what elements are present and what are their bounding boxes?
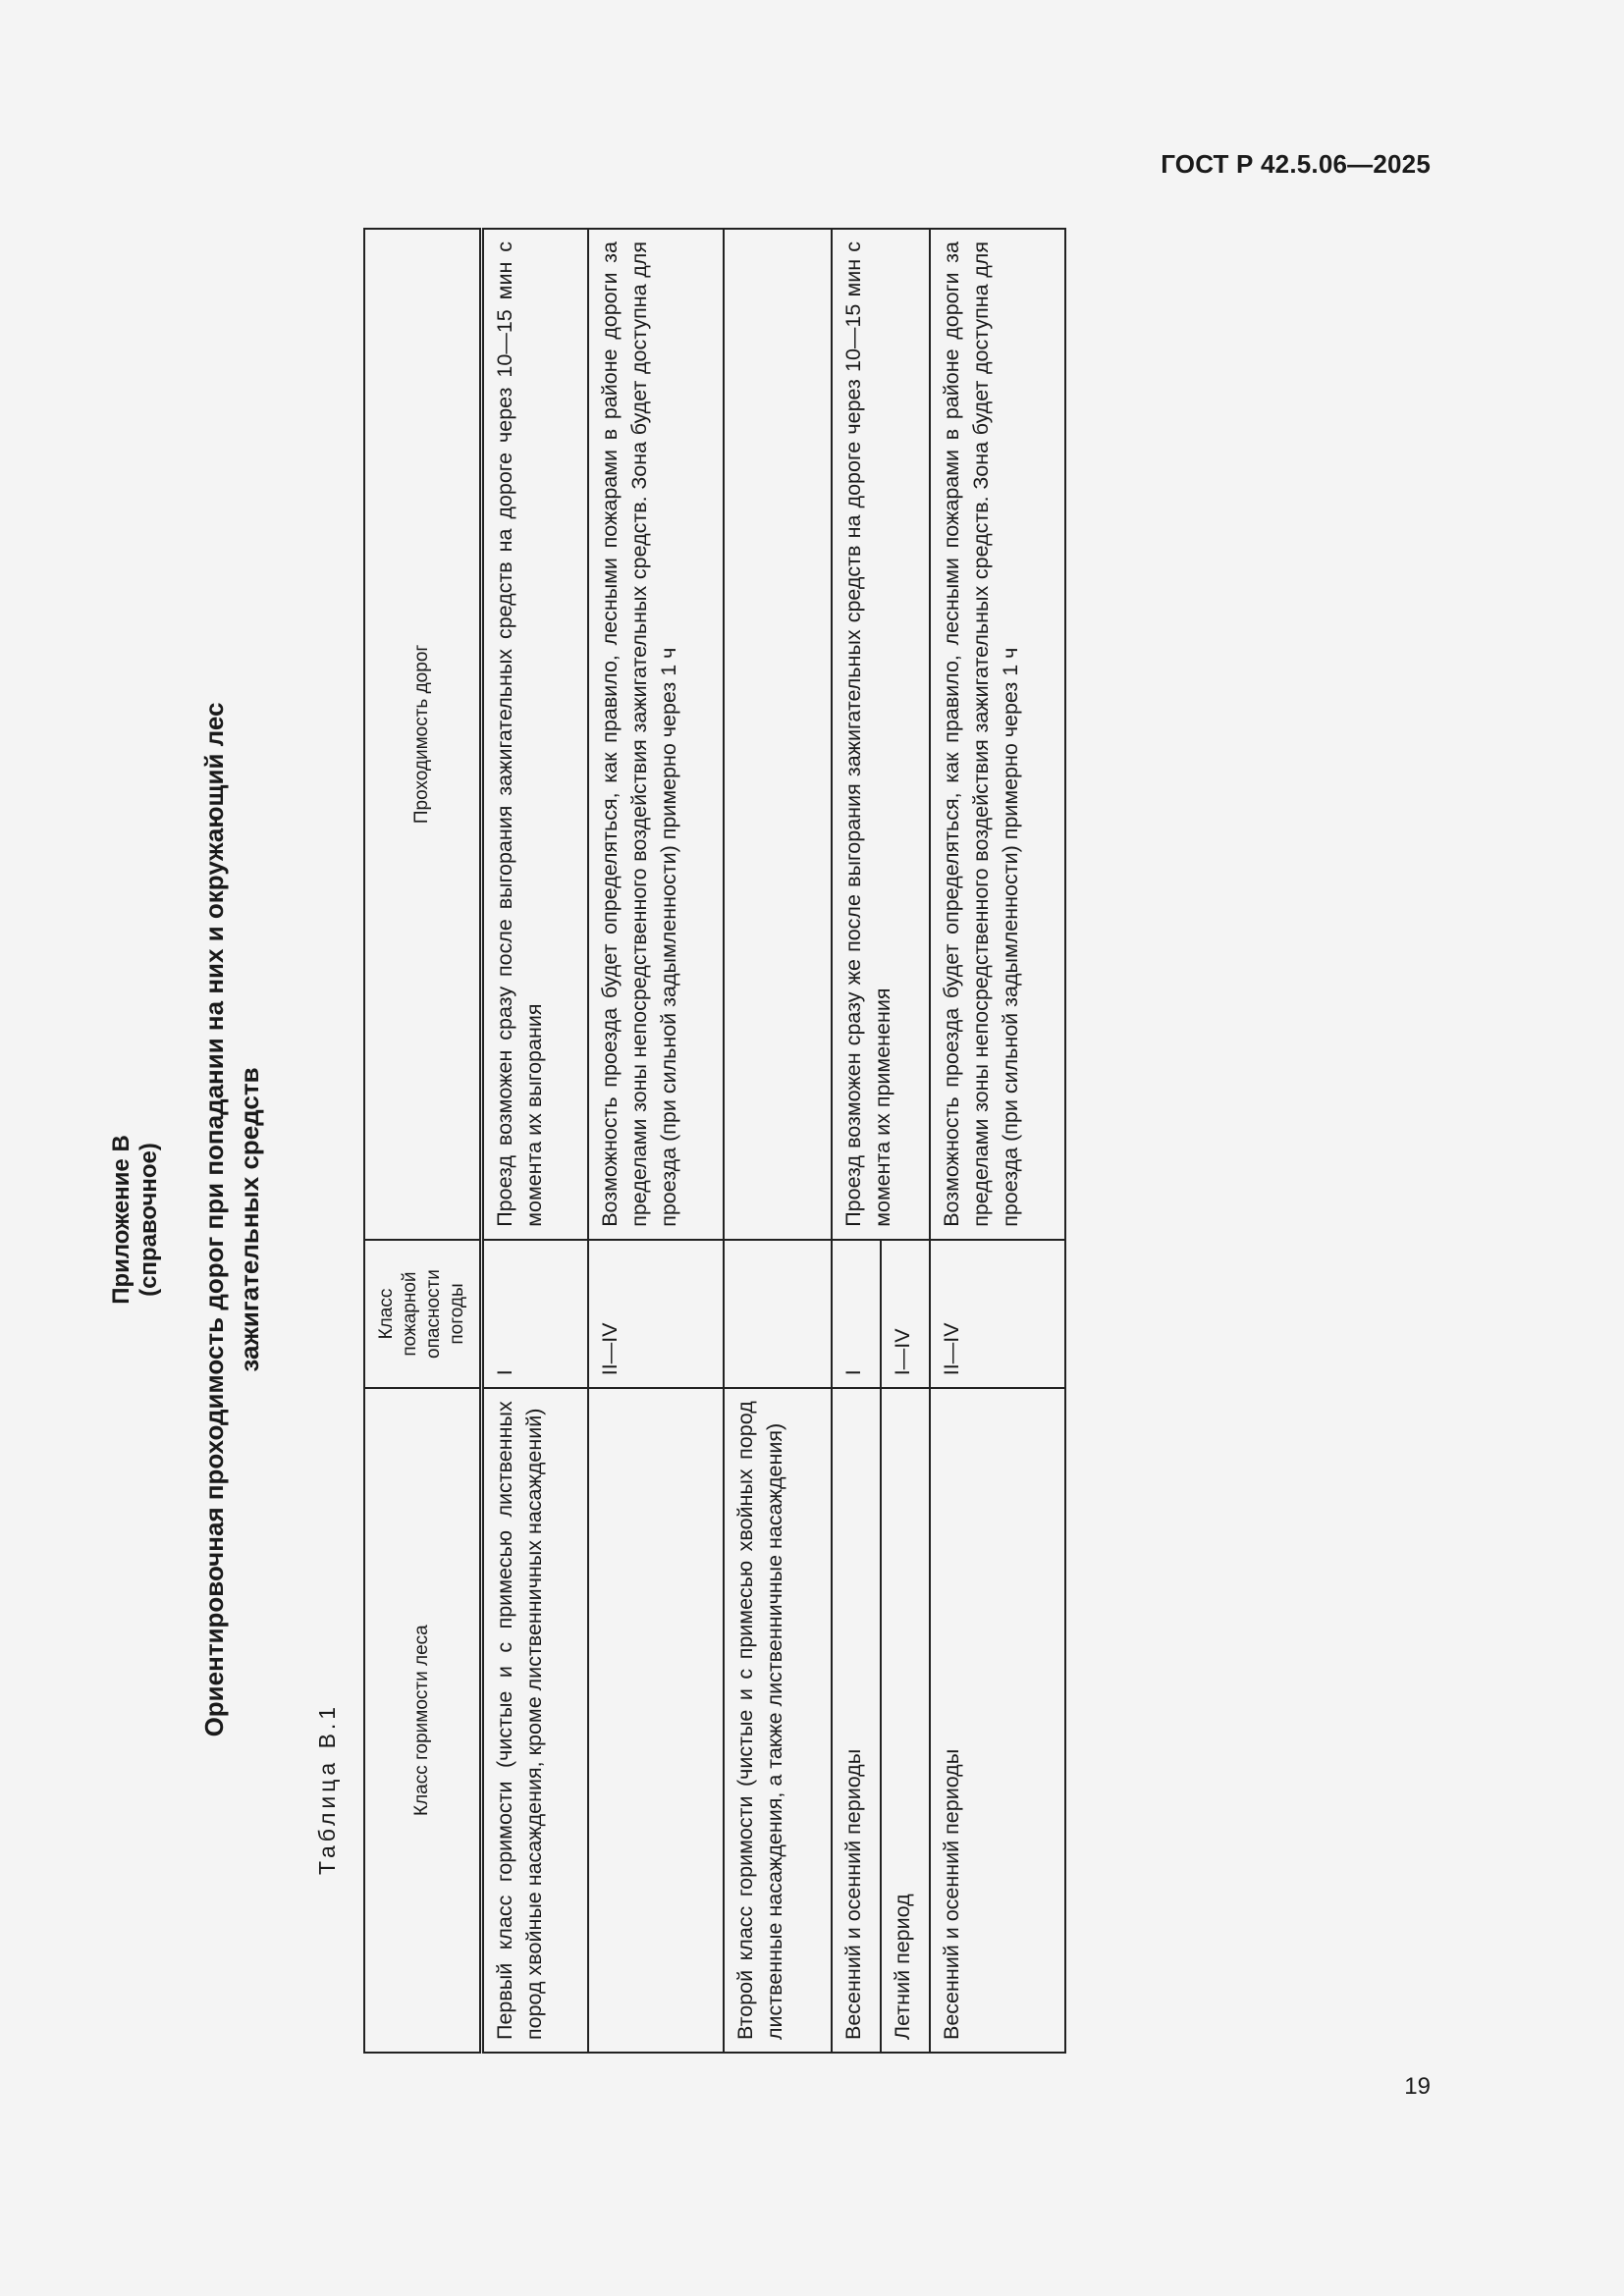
- cell-pass: Проезд возможен сразу же после выгорания зажигательных средств на дороге через 10—15 мин с момента их применения: [832, 229, 930, 1240]
- appendix-heading: [108, 329, 163, 2110]
- main-title-line1: Ориентировочная проходимость дорог при попадании на них и окружающий лес: [199, 702, 229, 1737]
- cell-fire: II—IV: [930, 1240, 1065, 1388]
- cell-forest: Второй класс горимости (чистые и с примесью хвойных пород лиственные насаждения, а также лиственничные насаждения): [724, 1388, 832, 2053]
- cell-fire: I—IV: [881, 1240, 930, 1388]
- cell-forest: Весенний и осенний периоды: [930, 1388, 1065, 2053]
- table-row: [724, 229, 832, 2053]
- cell-fire: II—IV: [588, 1240, 724, 1388]
- cell-forest: [588, 1388, 724, 2053]
- table-row: [832, 229, 881, 2053]
- header-passability: Проходимость дорог: [364, 229, 482, 1240]
- main-title: [196, 329, 267, 2110]
- cell-fire: I: [482, 1240, 588, 1388]
- passability-table: [363, 228, 1066, 2054]
- main-title-line2: зажигательных средств: [235, 1067, 264, 1372]
- rotated-content: [98, 147, 1080, 2110]
- page-number: 19: [1404, 2073, 1431, 2100]
- table-row: [482, 229, 588, 2053]
- cell-forest: Первый класс горимости (чистые и с примесью лиственных пород хвойные насаждения, кроме лиственничных насаждений): [482, 1388, 588, 2053]
- cell-forest: Летний период: [881, 1388, 930, 2053]
- cell-pass: Возможность проезда будет определяться, как правило, лесными пожарами в районе дороги за пределами зоны непосредственного воздействия зажигательных средств. Зона будет доступна для проезда (при сильной задымленности) примерно через 1 ч: [588, 229, 724, 1240]
- table-row: [930, 229, 1065, 2053]
- header-fire-class: Класс пожарной опасности погоды: [364, 1240, 482, 1388]
- cell-pass: Возможность проезда будет определяться, как правило, лесными пожарами в районе дороги за пределами зоны непосредственного воздействия зажигательных средств. Зона будет доступна для проезда (при сильной задымленности) примерно через 1 ч: [930, 229, 1065, 1240]
- cell-pass: [724, 229, 832, 1240]
- table-header-row: [364, 229, 482, 2053]
- cell-pass: Проезд возможен сразу после выгорания зажигательных средств на дороге через 10—15 мин с момента их выгорания: [482, 229, 588, 1240]
- cell-forest: Весенний и осенний периоды: [832, 1388, 881, 2053]
- cell-fire: I: [832, 1240, 881, 1388]
- table-caption: Таблица В.1: [314, 1702, 340, 1875]
- appendix-subtitle: (справочное): [135, 1143, 162, 1297]
- appendix-title: Приложение В: [108, 1135, 135, 1305]
- table-row: [588, 229, 724, 2053]
- header-forest-class: Класс горимости леса: [364, 1388, 482, 2053]
- standard-header: ГОСТ Р 42.5.06—2025: [1161, 149, 1431, 179]
- cell-fire: [724, 1240, 832, 1388]
